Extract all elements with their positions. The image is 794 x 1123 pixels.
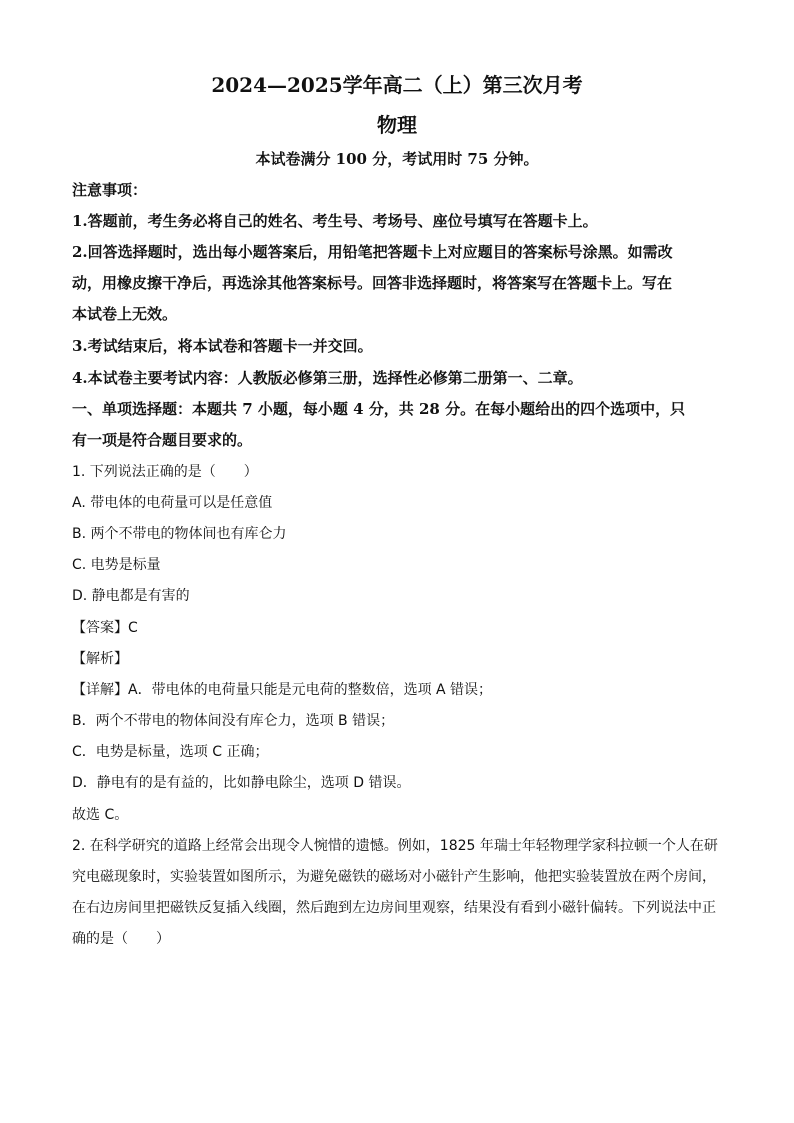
notice-line-4: 本试卷上无效。	[72, 305, 178, 323]
answer-value: C	[128, 620, 138, 636]
detail-text: A．带电体的电荷量只能是元电荷的整数倍，选项 A 错误；	[128, 682, 493, 698]
section-heading-line-1: 一、单项选择题：本题共 7 小题，每小题 4 分，共 28 分。在每小题给出的四个选项中，只	[72, 400, 686, 418]
detail-label: 【详解】	[72, 682, 128, 698]
exam-title: 2024—2025学年高二（上）第三次月考	[211, 73, 583, 97]
q1-detail-line-4: D．静电有的是有益的，比如静电除尘，选项 D 错误。	[72, 775, 411, 791]
notice-line-2: 2.回答选择题时，选出每小题答案后，用铅笔把答题卡上对应题目的答案标号涂黑。如需改	[72, 243, 673, 261]
q1-detail-line-2: B．两个不带电的物体间没有库仑力，选项 B 错误；	[72, 713, 395, 729]
q2-line-3: 在右边房间里把磁铁反复插入线圈，然后跑到左边房间里观察，结果没有看到小磁针偏转。下列说法中正	[72, 900, 716, 916]
q1-detail-line-5: 故选 C。	[72, 807, 129, 823]
q1-option-d: D. 静电都是有害的	[72, 588, 190, 604]
q1-option-c: C. 电势是标量	[72, 557, 161, 573]
exam-info: 本试卷满分 100 分，考试用时 75 分钟。	[255, 150, 539, 168]
q1-option-b: B. 两个不带电的物体间也有库仑力	[72, 526, 287, 542]
notice-line-3: 动，用橡皮擦干净后，再选涂其他答案标号。回答非选择题时，将答案写在答题卡上。写在	[72, 274, 673, 292]
q2-line-2: 究电磁现象时，实验装置如图所示，为避免磁铁的磁场对小磁针产生影响，他把实验装置放在两个房间，	[72, 869, 716, 885]
q2-line-4: 确的是（ ）	[72, 931, 170, 947]
notice-line-6: 4.本试卷主要考试内容：人教版必修第三册，选择性必修第二册第一、二章。	[72, 369, 583, 387]
subject-title: 物理	[377, 113, 417, 137]
q1-detail-line-1	[72, 680, 492, 700]
q1-detail-line-3: C．电势是标量，选项 C 正确；	[72, 744, 269, 760]
notice-line-1: 1.答题前，考生务必将自己的姓名、考生号、考场号、座位号填写在答题卡上。	[72, 212, 598, 230]
notice-heading: 注意事项：	[72, 181, 148, 199]
q1-analysis-label: 【解析】	[72, 651, 128, 667]
notice-line-5: 3.考试结束后，将本试卷和答题卡一并交回。	[72, 337, 373, 355]
section-heading-line-2: 有一项是符合题目要求的。	[72, 431, 253, 449]
q1-option-a: A. 带电体的电荷量可以是任意值	[72, 495, 273, 511]
answer-label: 【答案】	[72, 620, 128, 636]
q1-stem: 1. 下列说法正确的是（ ）	[72, 464, 258, 480]
q1-answer	[72, 618, 138, 638]
q2-line-1: 2. 在科学研究的道路上经常会出现令人惋惜的遗憾。例如，1825 年瑞士年轻物理学家科拉顿一个人在研	[72, 838, 718, 854]
